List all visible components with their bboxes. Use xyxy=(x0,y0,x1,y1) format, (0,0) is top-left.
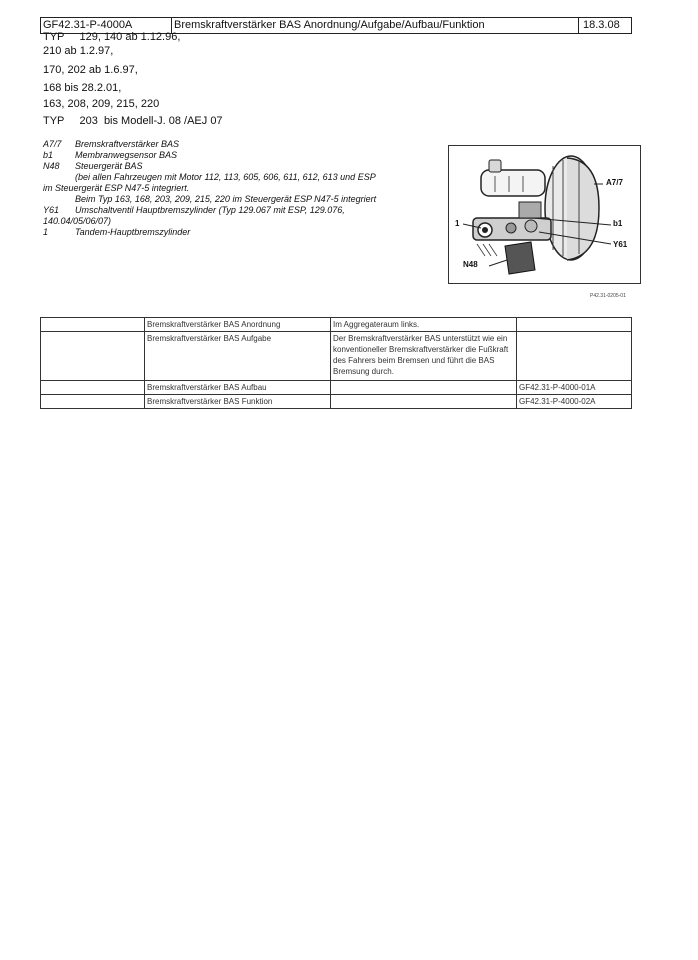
legend-note: (bei allen Fahrzeugen mit Motor 112, 113, 605, 606, 611, 612, 613 und ESP xyxy=(75,172,376,182)
label-1: 1 xyxy=(455,219,460,228)
table-cell xyxy=(41,381,145,395)
document-title: Bremskraftverstärker BAS Anordnung/Aufgabe/Aufbau/Funktion xyxy=(172,18,579,33)
table-cell xyxy=(41,395,145,409)
table-cell xyxy=(517,318,632,332)
type-line-3: 170, 202 ab 1.6.97, xyxy=(43,64,138,76)
legend-item: 1 Tandem-Hauptbremszylinder xyxy=(43,227,191,237)
legend-item: N48 Steuergerät BAS xyxy=(43,161,143,171)
table-cell: Bremskraftverstärker BAS Anordnung xyxy=(145,318,331,332)
table-cell: Im Aggregateraum links. xyxy=(331,318,517,332)
table-cell: Bremskraftverstärker BAS Aufgabe xyxy=(145,332,331,381)
figure-caption: P42.31-0205-01 xyxy=(590,293,626,299)
legend-note: Beim Typ 163, 168, 203, 209, 215, 220 im Steuergerät ESP N47-5 integriert xyxy=(75,194,377,204)
legend-note: im Steuergerät ESP N47-5 integriert. xyxy=(43,183,190,193)
table-cell xyxy=(41,318,145,332)
table-cell: GF42.31-P-4000-01A xyxy=(517,381,632,395)
table-cell: Der Bremskraftverstärker BAS unterstützt wie ein konventioneller Bremskraftverstärker die Fußkraft des Fahrers beim Bremsen und führt die BAS Bremsung durch. xyxy=(331,332,517,381)
type-line-1: TYP 129, 140 ab 1.12.96, xyxy=(43,31,181,43)
legend-item: Y61 Umschaltventil Hauptbremszylinder (Typ 129.067 mit ESP, 129.076, xyxy=(43,205,345,215)
label-y61: Y61 xyxy=(613,240,628,249)
document-id: GF42.31-P-4000A xyxy=(41,18,172,33)
component-legend xyxy=(43,139,423,238)
overview-table xyxy=(40,317,632,409)
table-row xyxy=(41,332,632,381)
label-n48: N48 xyxy=(463,260,478,269)
label-a77: A7/7 xyxy=(606,178,623,187)
table-row xyxy=(41,381,632,395)
table-row xyxy=(41,395,632,409)
table-cell xyxy=(41,332,145,381)
legend-item: b1 Membranwegsensor BAS xyxy=(43,150,178,160)
table-cell xyxy=(517,332,632,381)
label-b1: b1 xyxy=(613,219,623,228)
type-line-5: 163, 208, 209, 215, 220 xyxy=(43,98,160,110)
brake-booster-illustration xyxy=(448,145,641,284)
legend-note: 140.04/05/06/07) xyxy=(43,216,112,226)
document-date: 18.3.08 xyxy=(583,19,620,31)
table-row xyxy=(41,318,632,332)
table-cell xyxy=(331,395,517,409)
table-cell: Bremskraftverstärker BAS Funktion xyxy=(145,395,331,409)
type-line-6: TYP 203 bis Modell-J. 08 /AEJ 07 xyxy=(43,115,223,127)
legend-item: A7/7 Bremskraftverstärker BAS xyxy=(43,139,180,149)
table-cell xyxy=(331,381,517,395)
type-line-4: 168 bis 28.2.01, xyxy=(43,82,122,94)
table-cell: Bremskraftverstärker BAS Aufbau xyxy=(145,381,331,395)
table-cell: GF42.31-P-4000-02A xyxy=(517,395,632,409)
type-line-2: 210 ab 1.2.97, xyxy=(43,45,114,57)
